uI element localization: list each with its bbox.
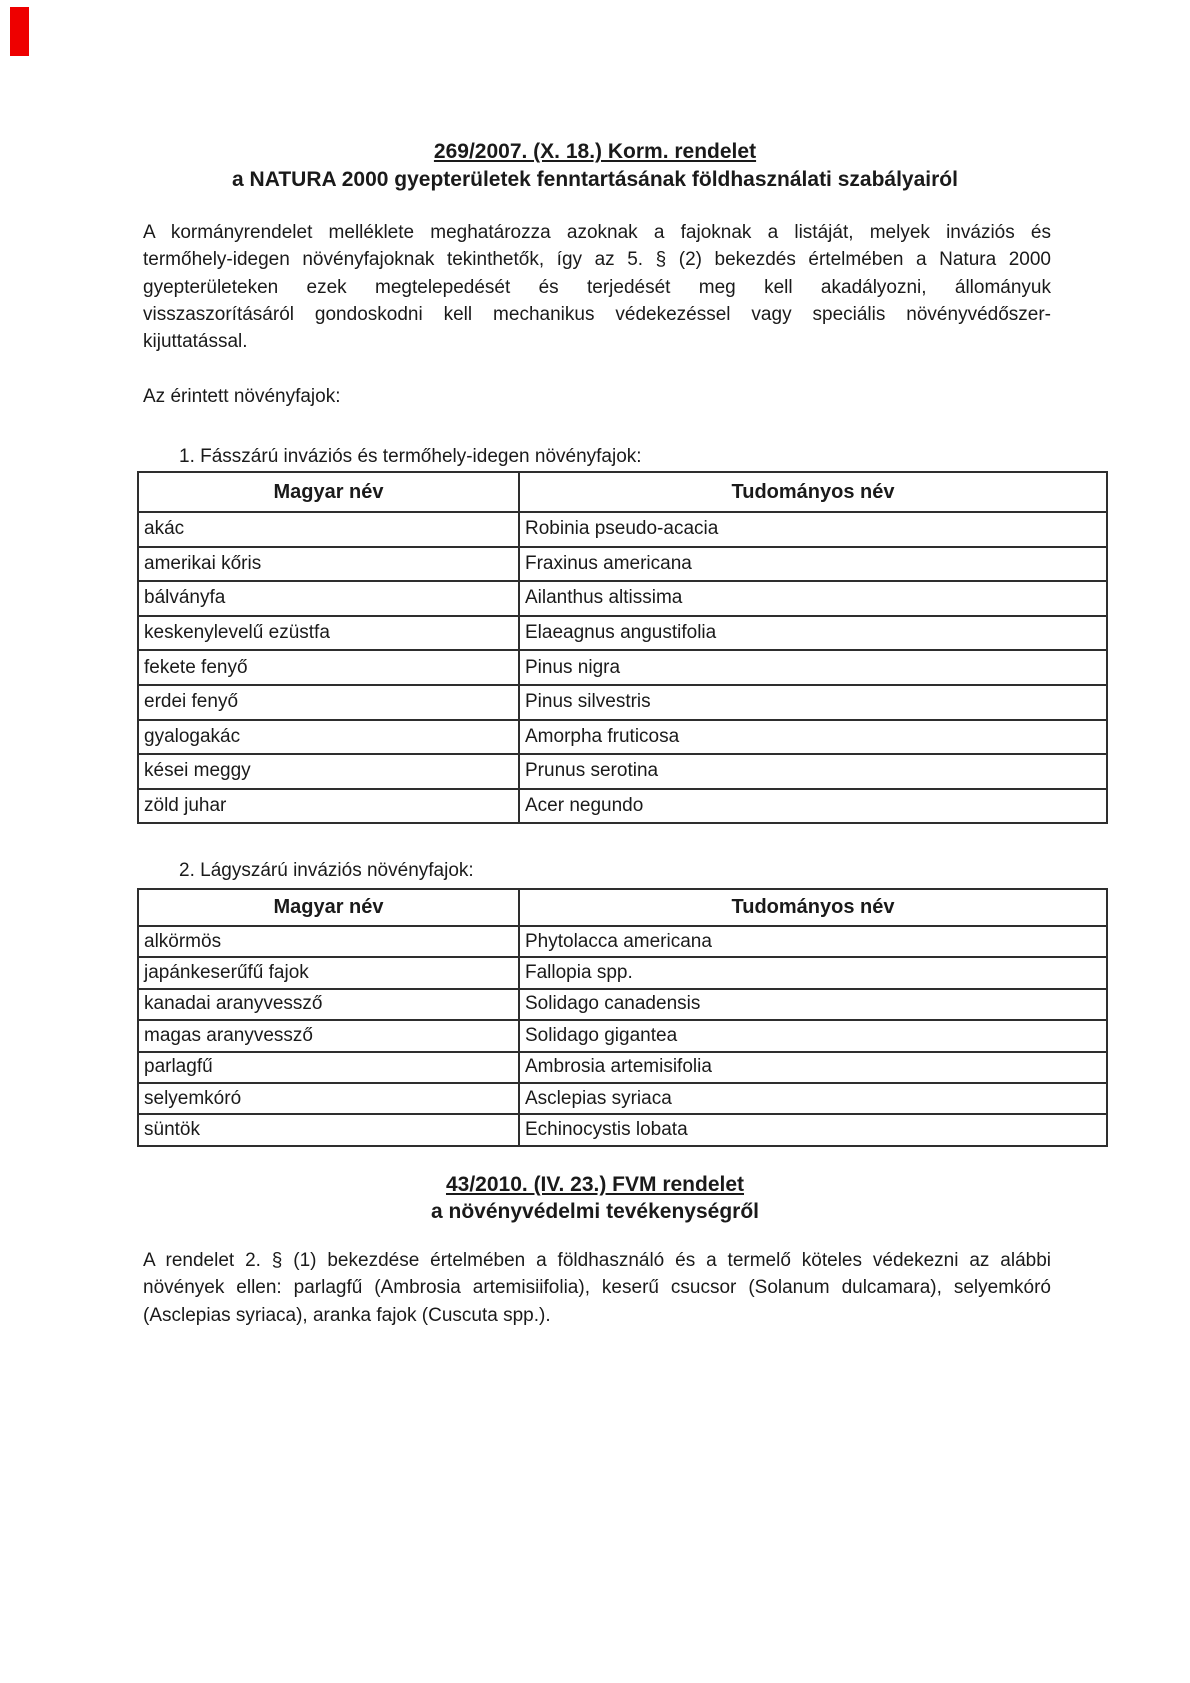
table-row xyxy=(138,512,1107,547)
table-row xyxy=(138,720,1107,755)
column-header-hungarian-name: Magyar név xyxy=(138,889,519,926)
column-header-hungarian-name: Magyar név xyxy=(138,472,519,512)
hungarian-name-cell: kései meggy xyxy=(138,754,519,789)
scientific-name-cell: Prunus serotina xyxy=(519,754,1107,789)
section-1-heading: 1. Fásszárú inváziós és termőhely-idegen növényfajok: xyxy=(179,446,642,467)
scientific-name-cell: Pinus nigra xyxy=(519,650,1107,685)
scientific-name-cell: Elaeagnus angustifolia xyxy=(519,616,1107,651)
decree-2-title: 43/2010. (IV. 23.) FVM rendelet xyxy=(445,1173,745,1196)
hungarian-name-cell: japánkeserűfű fajok xyxy=(138,957,519,988)
species-intro-line: Az érintett növényfajok: xyxy=(143,386,341,407)
scientific-name-cell: Ambrosia artemisifolia xyxy=(519,1052,1107,1083)
hungarian-name-cell: bálványfa xyxy=(138,581,519,616)
paragraph-line: kijuttatással. xyxy=(143,331,248,353)
column-header-scientific-name: Tudományos név xyxy=(519,472,1107,512)
hungarian-name-cell: akác xyxy=(138,512,519,547)
table-header-row xyxy=(138,472,1107,512)
table-row xyxy=(138,1114,1107,1145)
hungarian-name-cell: magas aranyvessző xyxy=(138,1020,519,1051)
scientific-name-cell: Acer negundo xyxy=(519,789,1107,824)
scientific-name-cell: Ailanthus altissima xyxy=(519,581,1107,616)
hungarian-name-cell: alkörmös xyxy=(138,926,519,957)
hungarian-name-cell: amerikai kőris xyxy=(138,547,519,582)
woody-species-table xyxy=(137,471,1108,824)
decree-2-paragraph xyxy=(143,1247,1051,1329)
scientific-name-cell: Pinus silvestris xyxy=(519,685,1107,720)
paragraph-line: visszaszorításáról gondoskodni kell mechanikus védekezéssel vagy speciális növényvédőszer- xyxy=(143,303,1051,325)
scientific-name-cell: Solidago canadensis xyxy=(519,989,1107,1020)
paragraph-line: (Asclepias syriaca), aranka fajok (Cuscuta spp.). xyxy=(143,1304,551,1326)
scientific-name-cell: Phytolacca americana xyxy=(519,926,1107,957)
section-2-heading: 2. Lágyszárú inváziós növényfajok: xyxy=(179,860,474,881)
table-row xyxy=(138,989,1107,1020)
hungarian-name-cell: kanadai aranyvessző xyxy=(138,989,519,1020)
table-header-row xyxy=(138,889,1107,926)
paragraph-line: termőhely-idegen növényfajoknak tekinthetők, így az 5. § (2) bekezdés értelmében a Natura 2000 xyxy=(143,249,1051,271)
table-row xyxy=(138,754,1107,789)
scientific-name-cell: Robinia pseudo-acacia xyxy=(519,512,1107,547)
scientific-name-cell: Amorpha fruticosa xyxy=(519,720,1107,755)
decree-1-title-block xyxy=(0,138,1190,194)
hungarian-name-cell: gyalogakác xyxy=(138,720,519,755)
hungarian-name-cell: keskenylevelű ezüstfa xyxy=(138,616,519,651)
paragraph-line: növények ellen: parlagfű (Ambrosia artemisiifolia), keserű csucsor (Solanum dulcamara), selyemkóró xyxy=(143,1277,1051,1299)
decree-1-title: 269/2007. (X. 18.) Korm. rendelet xyxy=(433,140,757,163)
paragraph-line: gyepterületeken ezek megtelepedését és terjedését meg kell akadályozni, állományuk xyxy=(143,276,1051,298)
hungarian-name-cell: parlagfű xyxy=(138,1052,519,1083)
scientific-name-cell: Fallopia spp. xyxy=(519,957,1107,988)
table-row xyxy=(138,957,1107,988)
paragraph-line: A rendelet 2. § (1) bekezdése értelmében a földhasználó és a termelő köteles védekezni az alábbi xyxy=(143,1250,1051,1271)
red-highlight-mark xyxy=(10,7,29,56)
herbaceous-species-table xyxy=(137,888,1108,1147)
table-row xyxy=(138,1052,1107,1083)
decree-2-subtitle: a növényvédelmi tevékenységről xyxy=(431,1200,759,1223)
table-row xyxy=(138,1020,1107,1051)
hungarian-name-cell: zöld juhar xyxy=(138,789,519,824)
scientific-name-cell: Asclepias syriaca xyxy=(519,1083,1107,1114)
column-header-scientific-name: Tudományos név xyxy=(519,889,1107,926)
hungarian-name-cell: erdei fenyő xyxy=(138,685,519,720)
decree-1-subtitle: a NATURA 2000 gyepterületek fenntartásának földhasználati szabályairól xyxy=(232,168,958,191)
scientific-name-cell: Solidago gigantea xyxy=(519,1020,1107,1051)
table-row xyxy=(138,789,1107,824)
table-row xyxy=(138,650,1107,685)
scientific-name-cell: Fraxinus americana xyxy=(519,547,1107,582)
table-row xyxy=(138,547,1107,582)
table-row xyxy=(138,926,1107,957)
hungarian-name-cell: selyemkóró xyxy=(138,1083,519,1114)
decree-1-paragraph xyxy=(143,219,1051,355)
hungarian-name-cell: süntök xyxy=(138,1114,519,1145)
table-row xyxy=(138,1083,1107,1114)
scientific-name-cell: Echinocystis lobata xyxy=(519,1114,1107,1145)
paragraph-line: A kormányrendelet melléklete meghatározza azoknak a fajoknak a listáját, melyek inváziós és xyxy=(143,222,1051,243)
table-row xyxy=(138,685,1107,720)
hungarian-name-cell: fekete fenyő xyxy=(138,650,519,685)
decree-2-title-block xyxy=(0,1171,1190,1225)
table-row xyxy=(138,581,1107,616)
table-row xyxy=(138,616,1107,651)
